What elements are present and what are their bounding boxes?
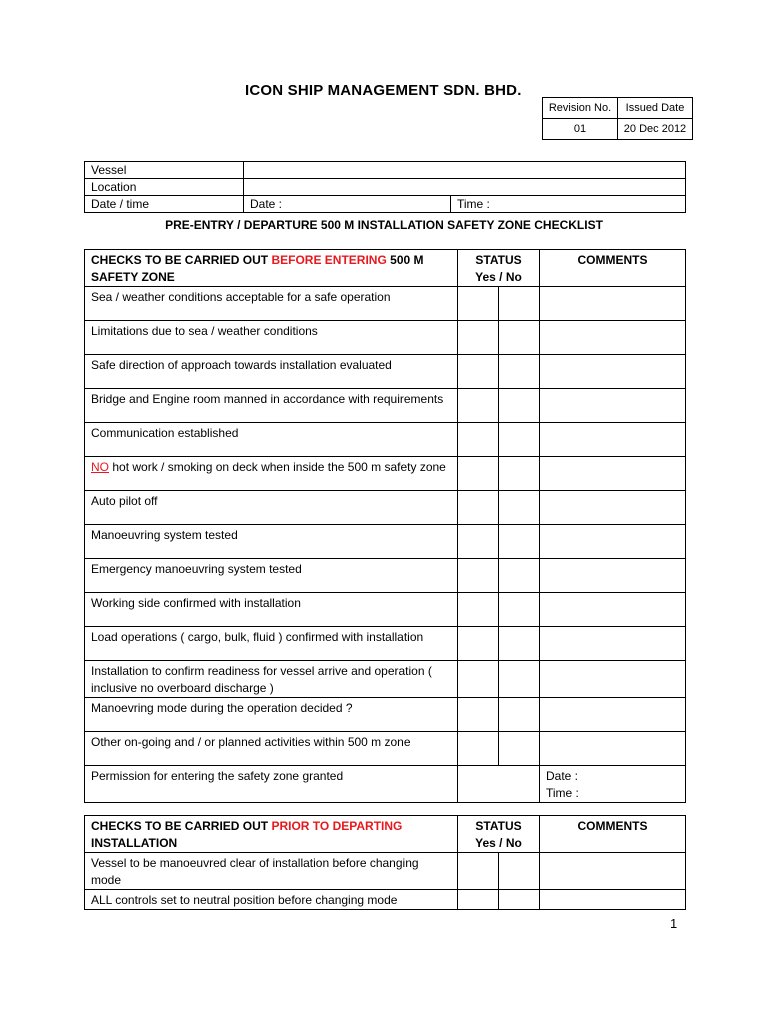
before-entering-highlight: BEFORE ENTERING: [271, 253, 387, 267]
issued-date-label: Issued Date: [618, 98, 693, 119]
status-yes-cell[interactable]: [458, 491, 499, 525]
check-item: Other on-going and / or planned activities within 500 m zone: [85, 732, 458, 766]
status-yes-cell[interactable]: [458, 853, 499, 890]
table-row: [85, 559, 686, 593]
status-cell[interactable]: [458, 766, 540, 803]
status-no-cell[interactable]: [499, 355, 540, 389]
check-item: Load operations ( cargo, bulk, fluid ) confirmed with installation: [85, 627, 458, 661]
checklist-title: PRE-ENTRY / DEPARTURE 500 M INSTALLATION SAFETY ZONE CHECKLIST: [165, 218, 603, 232]
status-no-cell[interactable]: [499, 732, 540, 766]
location-label: Location: [85, 179, 244, 196]
status-yes-cell[interactable]: [458, 355, 499, 389]
comments-header: COMMENTS: [540, 250, 686, 287]
vessel-info-table: [84, 161, 686, 213]
status-no-cell[interactable]: [499, 627, 540, 661]
check-item: Permission for entering the safety zone granted: [85, 766, 458, 803]
status-no-cell[interactable]: [499, 853, 540, 890]
table-row: [85, 525, 686, 559]
comments-cell[interactable]: [540, 423, 686, 457]
check-item: Bridge and Engine room manned in accordance with requirements: [85, 389, 458, 423]
revision-label: Revision No.: [543, 98, 618, 119]
check-item: Working side confirmed with installation: [85, 593, 458, 627]
check-item: Safe direction of approach towards installation evaluated: [85, 355, 458, 389]
status-yes-cell[interactable]: [458, 661, 499, 698]
comments-cell[interactable]: [540, 853, 686, 890]
status-yes-cell[interactable]: [458, 890, 499, 910]
table-row: [85, 423, 686, 457]
vessel-label: Vessel: [85, 162, 244, 179]
status-yes-cell[interactable]: [458, 321, 499, 355]
comments-cell[interactable]: [540, 525, 686, 559]
status-yes-cell[interactable]: [458, 287, 499, 321]
table-row: [85, 491, 686, 525]
comments-cell[interactable]: [540, 661, 686, 698]
table-row: [85, 766, 686, 803]
check-item: Emergency manoeuvring system tested: [85, 559, 458, 593]
comments-cell[interactable]: [540, 593, 686, 627]
table-row: [85, 853, 686, 890]
comments-cell[interactable]: [540, 698, 686, 732]
table-row: [85, 890, 686, 910]
status-header: STATUS Yes / No: [458, 250, 540, 287]
check-item: NO hot work / smoking on deck when inside the 500 m safety zone: [85, 457, 458, 491]
status-yes-cell[interactable]: [458, 457, 499, 491]
no-highlight: NO: [91, 460, 109, 474]
check-item: Communication established: [85, 423, 458, 457]
status-header: STATUS Yes / No: [458, 816, 540, 853]
table-row: [85, 389, 686, 423]
table-row: [85, 661, 686, 698]
status-no-cell[interactable]: [499, 698, 540, 732]
check-item: Manoevring mode during the operation decided ?: [85, 698, 458, 732]
comments-cell[interactable]: [540, 355, 686, 389]
issued-date-value: 20 Dec 2012: [618, 119, 693, 140]
vessel-field[interactable]: [244, 162, 686, 179]
check-item: Sea / weather conditions acceptable for a safe operation: [85, 287, 458, 321]
table-row: [85, 627, 686, 661]
status-no-cell[interactable]: [499, 491, 540, 525]
table-row: [85, 732, 686, 766]
status-no-cell[interactable]: [499, 593, 540, 627]
status-no-cell[interactable]: [499, 321, 540, 355]
table-row: [85, 593, 686, 627]
before-header: CHECKS TO BE CARRIED OUT BEFORE ENTERING 500 M SAFETY ZONE: [85, 250, 458, 287]
status-no-cell[interactable]: [499, 525, 540, 559]
table-row: [85, 457, 686, 491]
permission-datetime-cell[interactable]: Date : Time :: [540, 766, 686, 803]
status-no-cell[interactable]: [499, 287, 540, 321]
status-no-cell[interactable]: [499, 457, 540, 491]
comments-cell[interactable]: [540, 559, 686, 593]
time-field[interactable]: Time :: [451, 196, 686, 213]
location-field[interactable]: [244, 179, 686, 196]
status-yes-cell[interactable]: [458, 732, 499, 766]
date-field[interactable]: Date :: [244, 196, 451, 213]
datetime-label: Date / time: [85, 196, 244, 213]
status-no-cell[interactable]: [499, 423, 540, 457]
company-name: ICON SHIP MANAGEMENT SDN. BHD.: [245, 82, 522, 99]
departing-header: CHECKS TO BE CARRIED OUT PRIOR TO DEPARTING INSTALLATION: [85, 816, 458, 853]
comments-cell[interactable]: [540, 732, 686, 766]
comments-cell[interactable]: [540, 287, 686, 321]
revision-table: [542, 97, 693, 140]
status-no-cell[interactable]: [499, 389, 540, 423]
status-yes-cell[interactable]: [458, 627, 499, 661]
before-entering-table: [84, 249, 686, 803]
status-yes-cell[interactable]: [458, 423, 499, 457]
comments-cell[interactable]: [540, 457, 686, 491]
status-yes-cell[interactable]: [458, 559, 499, 593]
table-row: [85, 698, 686, 732]
table-row: [85, 321, 686, 355]
check-item: ALL controls set to neutral position before changing mode: [85, 890, 458, 910]
comments-cell[interactable]: [540, 491, 686, 525]
status-no-cell[interactable]: [499, 890, 540, 910]
page-number: 1: [670, 916, 678, 931]
table-row: [85, 287, 686, 321]
status-yes-cell[interactable]: [458, 525, 499, 559]
check-item: Manoeuvring system tested: [85, 525, 458, 559]
check-item: Limitations due to sea / weather conditions: [85, 321, 458, 355]
revision-value: 01: [543, 119, 618, 140]
check-item: Auto pilot off: [85, 491, 458, 525]
comments-header: COMMENTS: [540, 816, 686, 853]
status-no-cell[interactable]: [499, 661, 540, 698]
comments-cell[interactable]: [540, 890, 686, 910]
comments-cell[interactable]: [540, 321, 686, 355]
table-row: [85, 355, 686, 389]
status-no-cell[interactable]: [499, 559, 540, 593]
check-item: Installation to confirm readiness for vessel arrive and operation ( inclusive no overboard discharge ): [85, 661, 458, 698]
status-yes-cell[interactable]: [458, 698, 499, 732]
prior-departing-highlight: PRIOR TO DEPARTING: [271, 819, 403, 833]
status-yes-cell[interactable]: [458, 593, 499, 627]
status-yes-cell[interactable]: [458, 389, 499, 423]
comments-cell[interactable]: [540, 389, 686, 423]
comments-cell[interactable]: [540, 627, 686, 661]
check-item: Vessel to be manoeuvred clear of installation before changing mode: [85, 853, 458, 890]
prior-departing-table: [84, 815, 686, 910]
